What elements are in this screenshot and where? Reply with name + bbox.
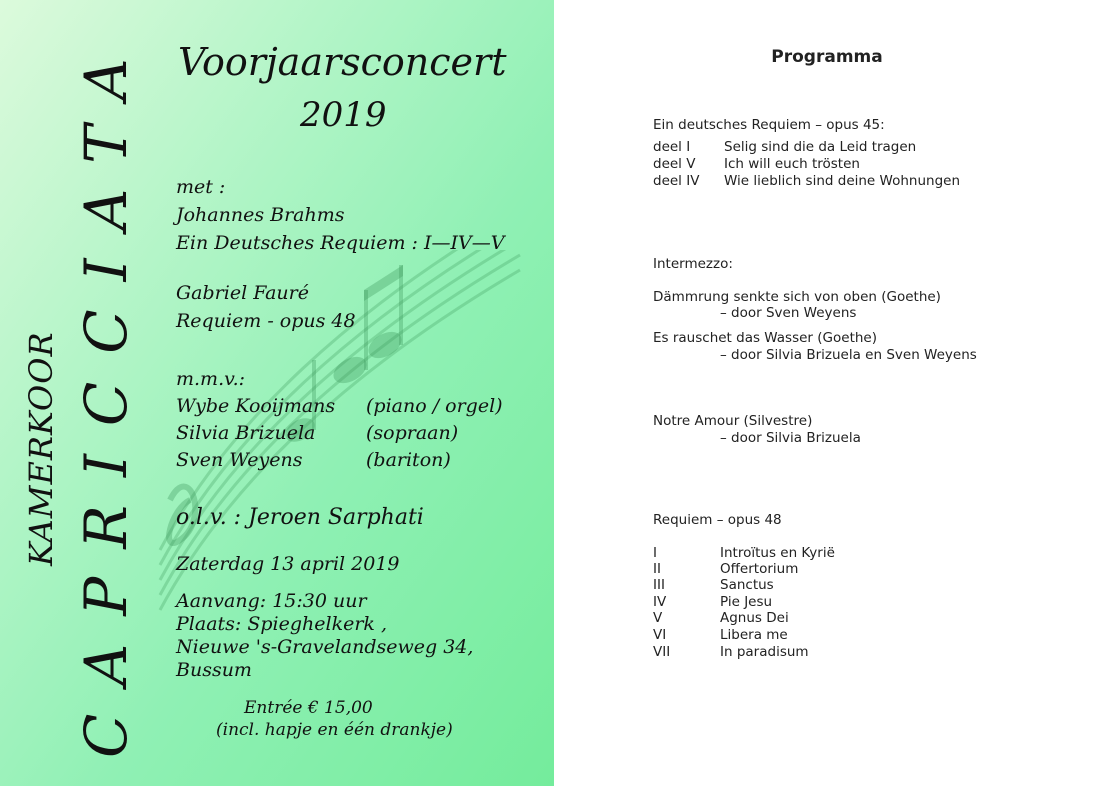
part-title: Ich will euch trösten [724, 156, 860, 172]
song-title: Notre Amour (Silvestre) [653, 413, 813, 429]
composer-faure: Gabriel Fauré [176, 282, 309, 304]
mmv-label: m.m.v.: [176, 368, 246, 390]
venue-city: Bussum [176, 659, 252, 681]
song-performer: – door Silvia Brizuela en Sven Weyens [720, 347, 977, 363]
part-number: deel I [653, 139, 691, 155]
entrance-fee: Entrée € 15,00 [244, 698, 373, 718]
performer-name: Wybe Kooijmans [176, 395, 336, 417]
entrance-fee-note: (incl. hapje en één drankje) [216, 720, 453, 740]
program-panel [554, 0, 1100, 786]
concert-year: 2019 [300, 95, 387, 135]
choir-name: CAPRICCIATA [72, 30, 140, 758]
met-label: met : [176, 176, 226, 198]
brahms-heading: Ein deutsches Requiem – opus 45: [653, 117, 885, 133]
part-title: Selig sind die da Leid tragen [724, 139, 917, 155]
brahms-work: Ein Deutsches Requiem : I—IV—V [176, 232, 505, 254]
movement-title: Pie Jesu [720, 594, 773, 610]
movement-number: VI [653, 627, 667, 643]
concert-date: Zaterdag 13 april 2019 [176, 553, 400, 575]
song-performer: – door Silvia Brizuela [720, 430, 861, 446]
movement-number: V [653, 610, 663, 626]
movement-number: I [653, 545, 657, 561]
song-title: Dämmrung senkte sich von oben (Goethe) [653, 289, 941, 305]
movement-number: III [653, 577, 665, 593]
intermezzo-heading: Intermezzo: [653, 256, 733, 272]
movement-title: Offertorium [720, 561, 799, 577]
song-title: Es rauschet das Wasser (Goethe) [653, 330, 877, 346]
program-title: Programma [771, 47, 883, 67]
performer-role: (sopraan) [366, 422, 459, 444]
movement-title: Agnus Dei [720, 610, 789, 626]
part-number: deel V [653, 156, 696, 172]
movement-number: IV [653, 594, 667, 610]
start-time: Aanvang: 15:30 uur [176, 590, 367, 612]
performer-role: (bariton) [366, 449, 451, 471]
performer-name: Sven Weyens [176, 449, 303, 471]
movement-title: In paradisum [720, 644, 809, 660]
movement-title: Libera me [720, 627, 788, 643]
performer-role: (piano / orgel) [366, 395, 503, 417]
choir-type-label: KAMERKOOR [22, 331, 60, 566]
faure-heading: Requiem – opus 48 [653, 512, 782, 528]
movement-title: Sanctus [720, 577, 774, 593]
venue-address: Nieuwe 's-Gravelandseweg 34, [176, 636, 474, 658]
venue: Plaats: Spieghelkerk , [176, 613, 387, 635]
faure-work: Requiem - opus 48 [176, 310, 356, 332]
composer-brahms: Johannes Brahms [176, 204, 345, 226]
part-title: Wie lieblich sind deine Wohnungen [724, 173, 960, 189]
movement-number: VII [653, 644, 671, 660]
concert-title: Voorjaarsconcert [178, 40, 507, 84]
movement-number: II [653, 561, 661, 577]
song-performer: – door Sven Weyens [720, 305, 857, 321]
part-number: deel IV [653, 173, 700, 189]
performer-name: Silvia Brizuela [176, 422, 316, 444]
conductor: o.l.v. : Jeroen Sarphati [176, 505, 424, 530]
movement-title: Introïtus en Kyrië [720, 545, 835, 561]
